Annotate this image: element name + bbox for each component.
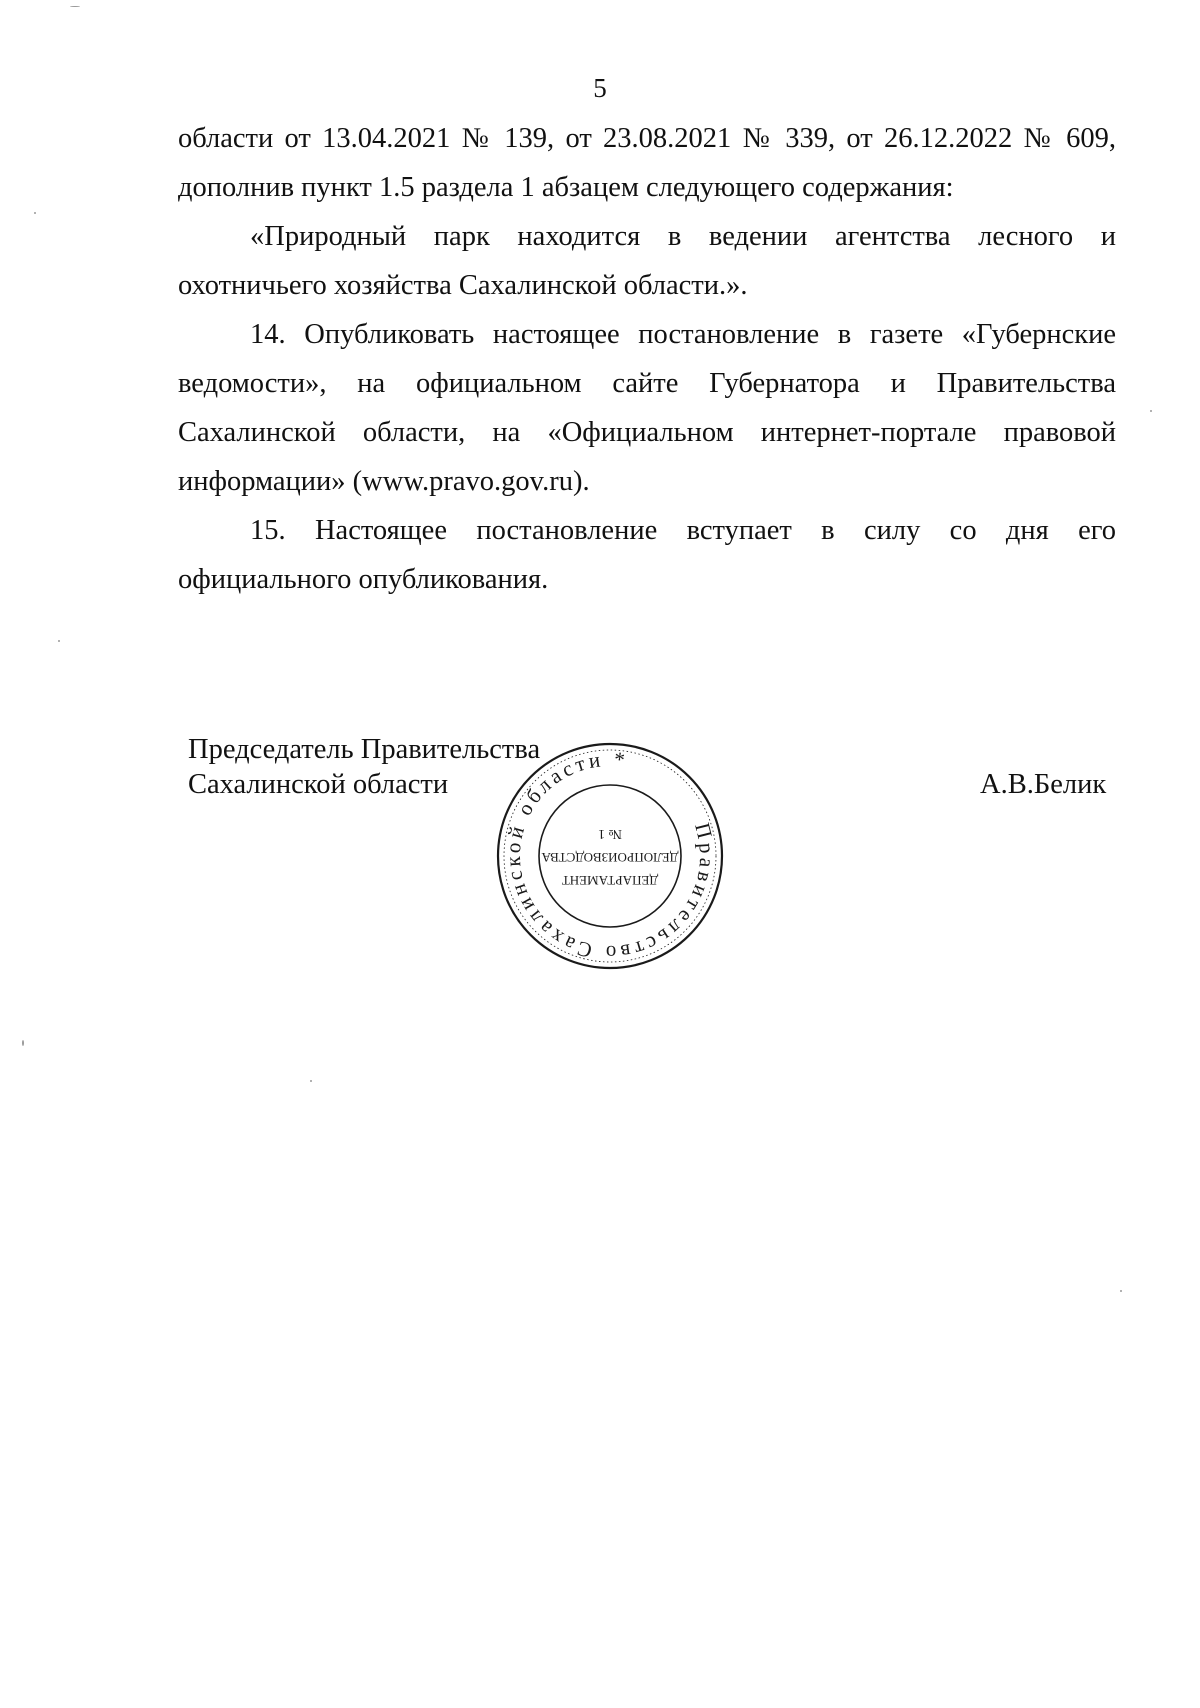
seal-inner-line2: ДЕЛОПРОИЗВОДСТВА [541,850,679,865]
seal-inner-text [541,826,679,888]
paragraph-item-15: 15. Настоящее постановление вступает в силу со дня его официального опубликования. [178,515,1116,595]
scan-speck [310,1080,312,1082]
signatory-position-line1: Председатель Правительства [188,734,541,765]
scan-speck [58,640,60,642]
scan-speck [70,6,80,7]
page-number: 5 [593,73,607,103]
paragraph-continuation: области от 13.04.2021 № 139, от 23.08.2021 № 339, от 26.12.2022 № 609, дополнив пункт 1.5 раздела 1 абзацем следующего содержания: [178,123,1116,203]
seal-inner-number: № 1 [598,826,622,841]
seal-ring-text: Правительство Сахалинской области * [500,746,720,966]
scan-speck [1150,410,1152,412]
paragraph-item-14: 14. Опубликовать настоящее постановление в газете «Губернские ведомости», на официальном сайте Губернатора и Правительства Сахалинской области, на «Официальном интернет-портале правовой информации» (www.pravo.gov.ru). [178,319,1116,497]
scan-speck [34,212,36,214]
seal-inner-line1: ДЕПАРТАМЕНТ [561,873,659,888]
paragraph-quote-natural-park: «Природный парк находится в ведении агентства лесного и охотничьего хозяйства Сахалинской области.». [178,221,1116,301]
signatory-position-line2: Сахалинской области [188,769,449,800]
signatory-name: А.В.Белик [980,769,1107,800]
signatory-position [188,732,540,802]
official-seal [492,738,728,974]
document-body [178,114,1116,604]
scan-speck [1120,1290,1122,1292]
scan-speck [22,1040,24,1046]
